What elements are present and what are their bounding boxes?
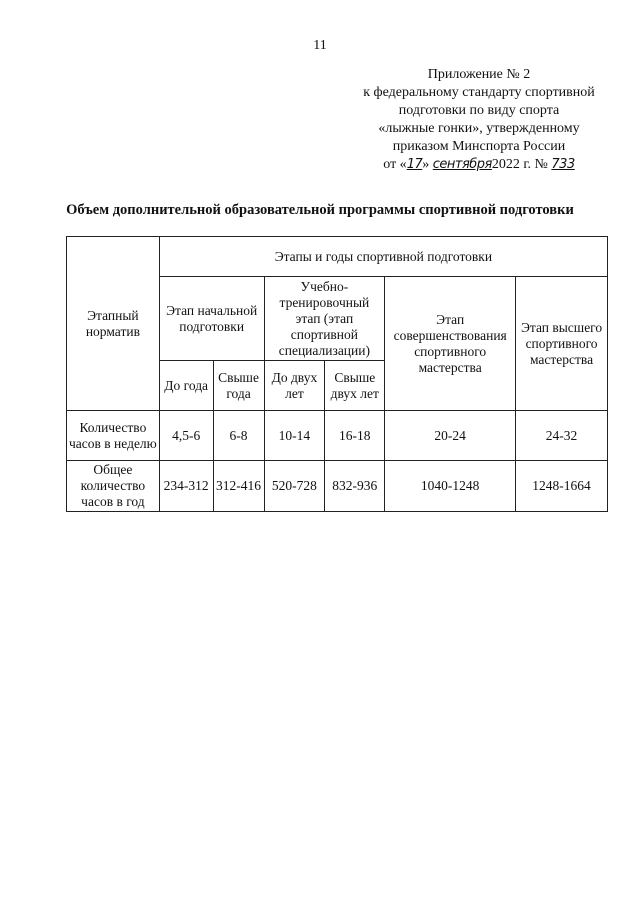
subheader-training-upto-two: До двух лет [264,361,325,411]
table-row [67,461,608,512]
header-stage-initial: Этап начальной подготовки [159,277,264,361]
order-number-handwritten: 733 [551,157,575,172]
table-cell: 234-312 [159,461,213,512]
appendix-line-1: Приложение № 2 [427,67,531,82]
appendix-line-3: подготовки по виду спорта [398,103,560,118]
subheader-training-over-two: Свыше двух лет [325,361,385,411]
date-year: 2022 г. № [491,157,548,172]
row-label: Количество часов в неделю [67,411,160,461]
appendix-block [345,66,613,174]
date-mid: » [422,157,430,172]
table-cell: 10-14 [264,411,325,461]
date-month-handwritten: сентября [432,157,492,172]
header-stage-higher: Этап высшего спортивного мастерства [516,277,608,411]
table-cell: 312-416 [213,461,264,512]
subheader-initial-upto-year: До года [159,361,213,411]
date-prefix: от « [383,157,407,172]
appendix-line-5: приказом Минспорта России [392,139,566,154]
table-cell: 24-32 [516,411,608,461]
table-cell: 1040-1248 [385,461,516,512]
header-stage-training: Учебно-тренировочный этап (этап спортивной специализации) [264,277,385,361]
training-volume-table [66,236,608,512]
table-cell: 4,5-6 [159,411,213,461]
header-stages: Этапы и годы спортивной подготовки [159,237,607,277]
header-stage-improvement: Этап совершенствования спортивного мастерства [385,277,516,411]
appendix-line-4: «лыжные гонки», утвержденному [378,121,580,136]
header-norm: Этапный норматив [67,237,160,411]
date-day-handwritten: 17 [406,157,423,172]
row-label: Общее количество часов в год [67,461,160,512]
table-cell: 832-936 [325,461,385,512]
page-number: 11 [313,38,327,53]
table-cell: 6-8 [213,411,264,461]
table-cell: 520-728 [264,461,325,512]
table-cell: 16-18 [325,411,385,461]
table-cell: 1248-1664 [516,461,608,512]
appendix-line-2: к федеральному стандарту спортивной [363,85,595,100]
subheader-initial-over-year: Свыше года [213,361,264,411]
appendix-date-line [345,156,613,174]
table-cell: 20-24 [385,411,516,461]
document-title: Объем дополнительной образовательной программы спортивной подготовки [66,202,574,218]
table-row [67,411,608,461]
